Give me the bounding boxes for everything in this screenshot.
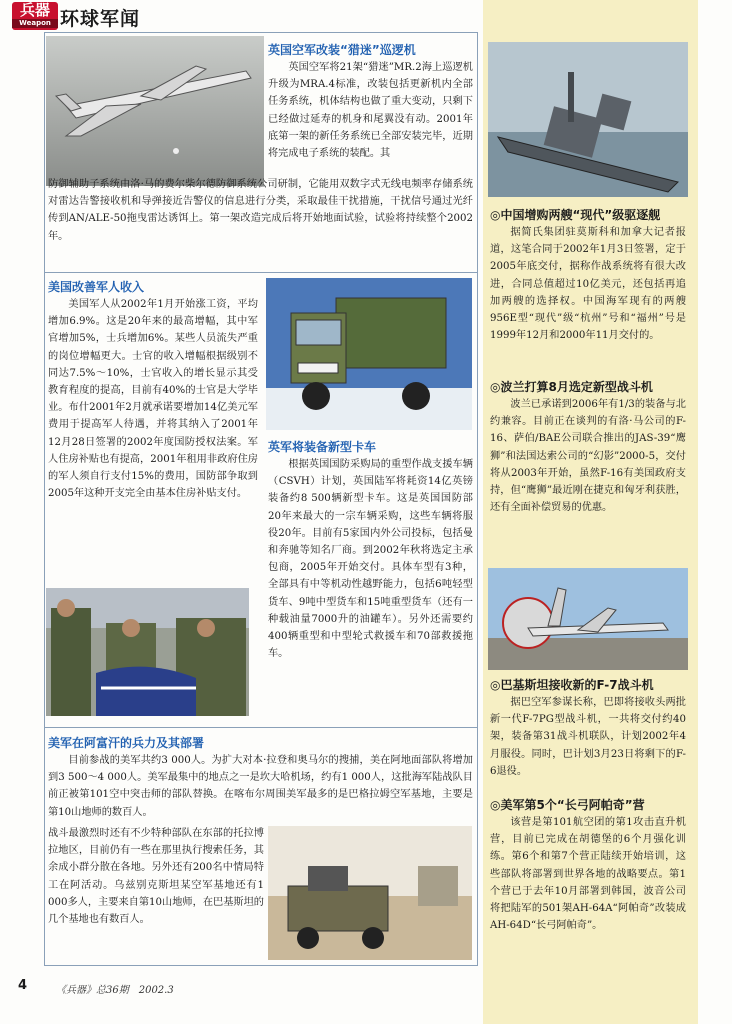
poland-headline: ◎波兰打算8月选定新型战斗机 — [490, 380, 653, 394]
logo-text: 兵器 — [19, 1, 50, 19]
truck-photo — [266, 278, 472, 430]
humvee-photo-image — [268, 826, 472, 960]
destroyer-body: 据简氏集团驻莫斯科和加拿大记者报道，这笔合同于2002年1月3日签署，定于2005年底交付，据称作战系统将有很大改进，合同总值超过10亿美元，还包括再追加两艘的选择权。中国海军现有的两艘956E型“现代”级“杭州”号和“福州”号是1999年12月和2000年11月交付的。 — [490, 227, 686, 342]
f7-photo-image — [488, 568, 688, 670]
apache-headline: ◎美军第5个“长弓阿帕奇”营 — [490, 798, 645, 812]
frame-divider — [44, 727, 477, 728]
truck-body: 根据英国国防采购局的重型作战支援车辆（CSVH）计划，英国陆军将耗资14亿英镑装备约8 500辆新型卡车。这是英国国防部20年来最大的一宗车辆采购，这些车辆将服役20年。目前有5家国内外公司投标，包括曼和奔驰等知名厂商。到2002年秋将选定主承包商，2005年开始交付。具体车型有3种，全部具有中等机动性越野能力，包括6吨轻型货车、9吨中型货车和15吨重型货车（还有一种载油量7000升的油罐车）。另外还需要约400辆重型和中型轮式救援车和70部救援拖车。 — [268, 459, 473, 660]
nimrod-aircraft-photo — [46, 36, 264, 186]
logo-subtext: Weapon — [12, 19, 58, 28]
page-number: 4 — [18, 978, 28, 993]
afghan-headline: 美军在阿富汗的兵力及其部署 — [48, 736, 205, 750]
nimrod-headline: 英国空军改装“猎迷”巡逻机 — [268, 43, 416, 57]
f7-headline: ◎巴基斯坦接收新的F-7战斗机 — [490, 678, 654, 692]
truck-photo-image — [266, 278, 472, 430]
magazine-logo — [12, 2, 58, 30]
apache-body: 该营是第101航空团的第1攻击直升机营，目前已完成在胡德堡的6个月强化训练。第6个和第7个营正陆续开始培训，这些部队将部署到世界各地的战略要点。第1个营已于去年10月部署到韩国，波音公司将把陆军的501架AH-64A“阿帕奇”改装成AH-64D“长弓阿帕奇”。 — [490, 817, 686, 932]
nimrod-photo-image — [46, 36, 264, 186]
pay-body: 美国军人从2002年1月开始涨工资，平均增加6.9%。这是20年来的最高增幅，其中军官增加5%，士兵增加6%。某些人员流失严重的岗位增幅更大。士官的收入增幅根据级别不同达7.5%～10%，士官收入的增长显示其受教育程度的提高，目前有40%的士官是大学毕业。布什2001年2月就承诺要增加14亿美元军费用于提高军人待遇，并将其纳入了2001年12月28日签署的2002年度国防授权法案。军人住房补贴也有提高，2001年租用非政府住房的军人须自行支付15%的费用，国防部争取到2005年这种开支完全由基本住房补贴支付。 — [48, 299, 258, 500]
destroyer-headline: ◎中国增购两艘“现代”级驱逐舰 — [490, 208, 661, 222]
f7-fighter-photo — [488, 568, 688, 670]
section-title: 环球军闻 — [60, 8, 141, 30]
destroyer-photo — [488, 42, 688, 197]
destroyer-photo-image — [488, 42, 688, 197]
poland-body: 波兰已承诺到2006年有1/3的装备与北约兼容。目前正在谈判的有洛·马公司的F-16、萨伯/BAE公司联合推出的JAS-39“鹰狮”和法国达索公司的“幻影”2000-5，交付将从2003年开始，虽然F-16有美国政府支持，但“鹰狮”最近刚在捷克和匈牙利获胜，还有全面补偿贸易的优惠。 — [490, 399, 686, 514]
afghan-body-full: 目前参战的美军共约3 000人。为扩大对本·拉登和奥马尔的搜捕，美在阿地面部队将增加到3 500～4 000人。美军最集中的地点之一是坎大哈机场，约有1 000人，这批海军陆战队目前正被第101空中突击师的部队替换。在喀布尔周围美军最多的是巴格拉姆空军基地，主要是第10山地师的数百人。 — [48, 755, 473, 818]
truck-headline: 英军将装备新型卡车 — [268, 440, 377, 454]
frame-divider — [44, 272, 477, 273]
soldiers-photo-image — [46, 588, 249, 716]
pay-headline: 美国改善军人收入 — [48, 280, 145, 294]
f7-body: 据巴空军参谋长称，巴即将接收头两批新一代F-7PG型战斗机，一共将交付约40架，装备第31战斗机联队，计划2002年4月服役。同时，巴计划3月23日将剩下的F-6退役。 — [490, 697, 686, 777]
nimrod-body-top: 英国空军将21架“猎迷”MR.2海上巡逻机升级为MRA.4标准，改装包括更新机内全部任务系统，机体结构也做了重大变动，只剩下已经做过延寿的机身和尾翼没有动。2001年底第一架的新任务系统已全部安装完毕，近期将完成电子系统的装配。其 — [268, 62, 473, 160]
soldiers-flag-photo — [46, 588, 249, 716]
humvee-photo — [268, 826, 472, 960]
afghan-body-narrow: 战斗最激烈时还有不少特种部队在东部的托拉博拉地区，目前仍有一些在那里执行搜索任务，其余成小群分散在各地。另外还有200名中情局特工在阿活动。乌兹别克斯坦某空军基地还有1 000多人，主要来自第10山地师，在巴基斯坦的几个基地也有数百人。 — [48, 828, 264, 926]
nimrod-body-bottom: 防御辅助子系统由洛·马的费尔柴尔德防御系统公司研制，它能用双数字式无线电频率存储系统对雷达告警接收机和导弹接近告警仪的信息进行分类，采取最佳干扰措施，干扰信号通过光纤传到AN/ALE-50拖曳雷达诱饵上。第一架改造完成后将开始地面试验，试验将持续整个2002年。 — [48, 179, 473, 242]
issue-info: 《兵器》总36期 2002.3 — [56, 985, 174, 996]
